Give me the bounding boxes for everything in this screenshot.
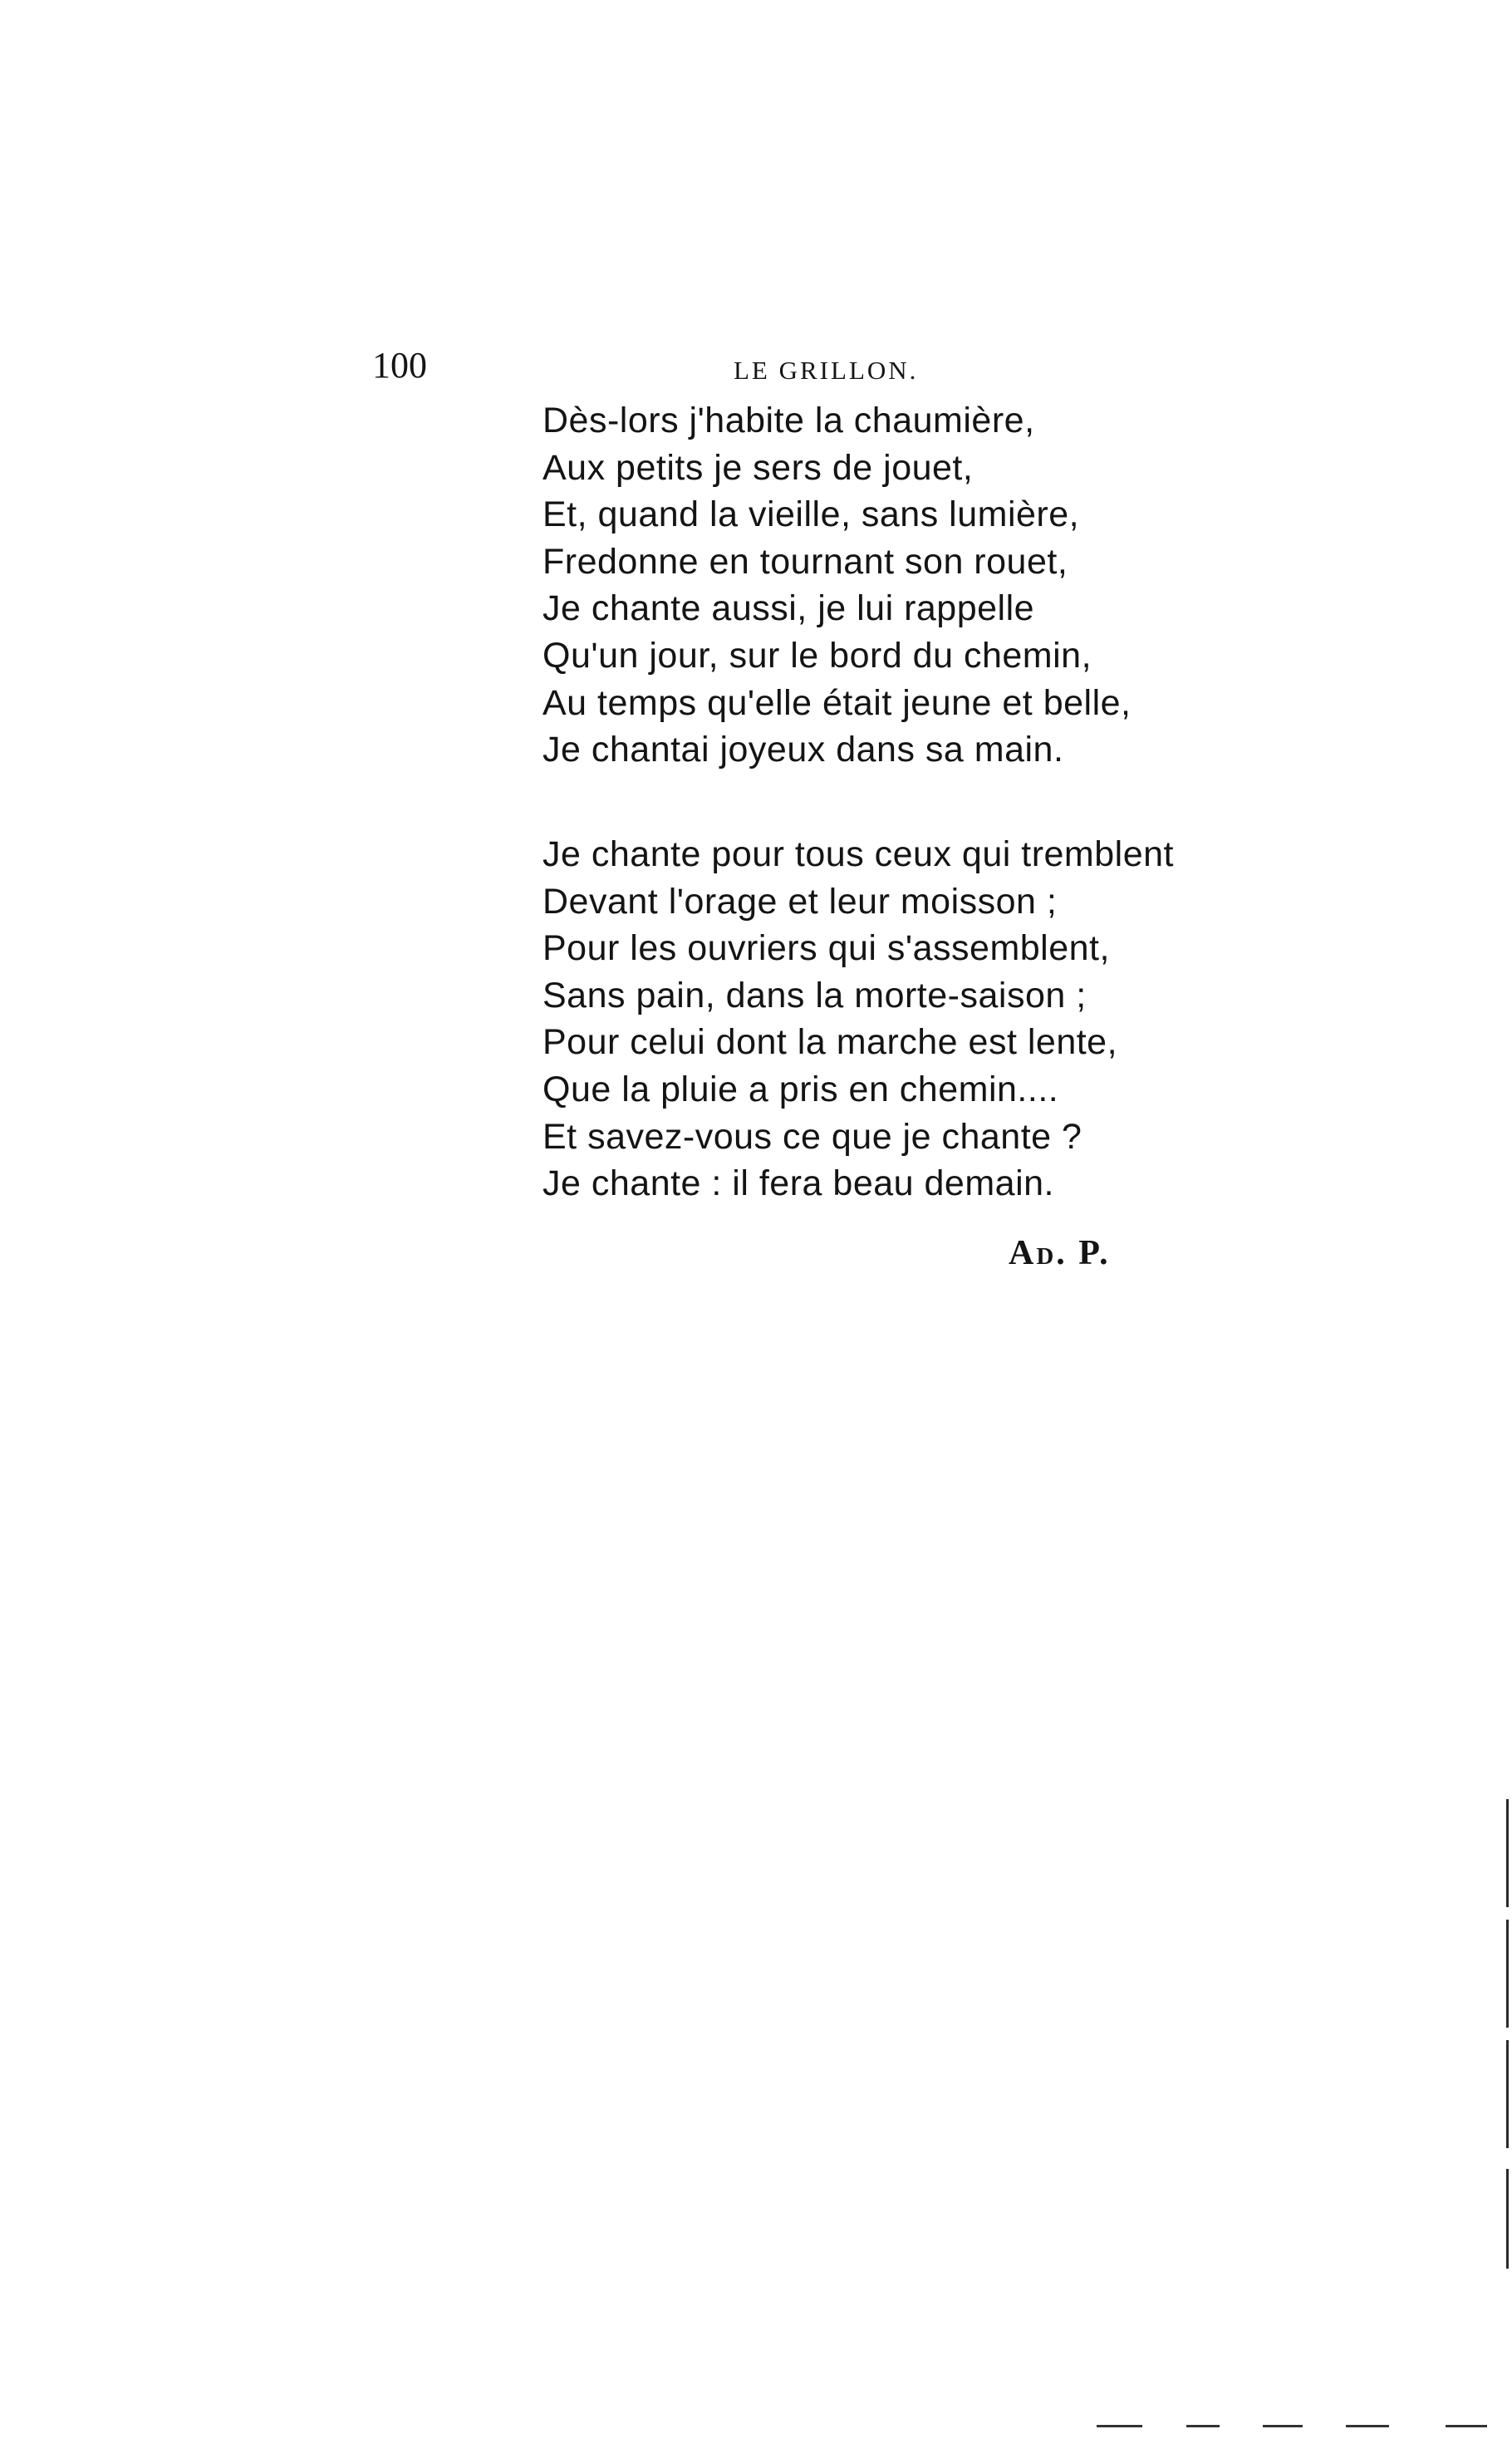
poem-line: Devant l'orage et leur moisson ; (542, 881, 1058, 922)
poem-line: Dès-lors j'habite la chaumière, (542, 401, 1035, 440)
poem-line: Je chante aussi, je lui rappelle (542, 588, 1035, 629)
poem-line: Je chante : il fera beau demain. (542, 1163, 1054, 1204)
scan-edge-mark (1506, 2169, 1509, 2269)
poem-line: Je chantai joyeux dans sa main. (542, 730, 1064, 770)
page-number: 100 (372, 345, 427, 386)
poem-stanza-2 (542, 831, 1174, 1207)
author-signature: Ad. P. (1009, 1234, 1111, 1272)
poem-line: Que la pluie a pris en chemin.... (542, 1069, 1059, 1109)
scan-edge-mark (1506, 1799, 1509, 1907)
poem-line: Au temps qu'elle était jeune et belle, (542, 682, 1132, 723)
poem-stanza-1 (542, 397, 1132, 774)
poem-line: Fredonne en tournant son rouet, (542, 541, 1068, 582)
scan-dash (1186, 2425, 1220, 2427)
poem-line: Je chante pour tous ceux qui tremblent (542, 834, 1174, 874)
scan-dash (1097, 2425, 1142, 2427)
poem-line: Aux petits je sers de jouet, (542, 447, 974, 488)
running-head (372, 341, 1136, 391)
scan-dash (1263, 2425, 1303, 2427)
scan-edge-mark (1506, 1920, 1509, 2028)
scan-bottom-marks (1097, 2425, 1495, 2428)
poem-line: Pour les ouvriers qui s'assemblent, (542, 928, 1110, 969)
poem-line: Et, quand la vieille, sans lumière, (542, 494, 1080, 535)
scan-dash (1446, 2425, 1487, 2427)
poem-line: Pour celui dont la marche est lente, (542, 1022, 1118, 1063)
scan-dash (1346, 2425, 1389, 2427)
poem-line: Sans pain, dans la morte-saison ; (542, 975, 1087, 1015)
poem-line: Et savez-vous ce que je chante ? (542, 1116, 1082, 1157)
scan-edge-mark (1506, 2040, 1509, 2148)
running-title: LE GRILLON. (734, 356, 919, 385)
poem-line: Qu'un jour, sur le bord du chemin, (542, 635, 1092, 676)
